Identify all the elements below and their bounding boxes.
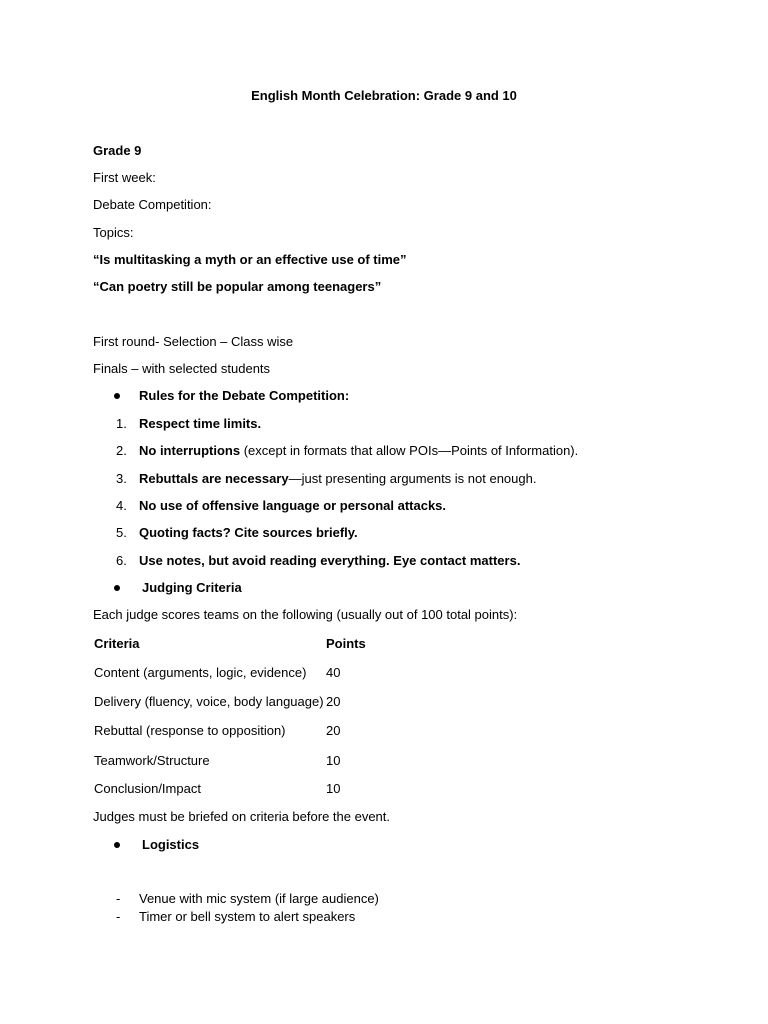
rule-number: 5.	[116, 525, 127, 540]
rule-item: Respect time limits.	[139, 416, 262, 431]
judging-heading: Judging Criteria	[142, 580, 242, 595]
table-cell-criteria: Delivery (fluency, voice, body language)	[94, 694, 324, 709]
rules-heading: Rules for the Debate Competition:	[139, 388, 350, 403]
rule-item: No interruptions (except in formats that allow POIs—Points of Information).	[139, 443, 579, 458]
round-item: Finals – with selected students	[93, 361, 271, 376]
dash-marker: -	[116, 909, 121, 924]
topic-item: “Is multitasking a myth or an effective use of time”	[93, 252, 407, 267]
rule-item: Quoting facts? Cite sources briefly.	[139, 525, 358, 540]
dash-marker: -	[116, 891, 121, 906]
table-cell-points: 20	[326, 723, 341, 738]
judges-note: Judges must be briefed on criteria before the event.	[93, 809, 391, 824]
bullet-icon	[114, 585, 120, 591]
round-item: First round- Selection – Class wise	[93, 334, 294, 349]
table-cell-criteria: Teamwork/Structure	[94, 753, 210, 768]
rule-number: 3.	[116, 471, 127, 486]
table-cell-points: 40	[326, 665, 341, 680]
rule-number: 1.	[116, 416, 127, 431]
table-cell-points: 10	[326, 753, 341, 768]
table-header-criteria: Criteria	[94, 636, 140, 651]
rule-number: 6.	[116, 553, 127, 568]
table-cell-criteria: Rebuttal (response to opposition)	[94, 723, 286, 738]
table-cell-points: 20	[326, 694, 341, 709]
first-week-label: First week:	[93, 170, 156, 185]
logistics-item: Timer or bell system to alert speakers	[139, 909, 356, 924]
grade-heading: Grade 9	[93, 143, 142, 158]
table-cell-criteria: Content (arguments, logic, evidence)	[94, 665, 307, 680]
rule-item: Rebuttals are necessary—just presenting arguments is not enough.	[139, 471, 537, 486]
judging-intro: Each judge scores teams on the following (usually out of 100 total points):	[93, 607, 518, 622]
topic-item: “Can poetry still be popular among teenagers”	[93, 279, 382, 294]
document-title: English Month Celebration: Grade 9 and 10	[251, 88, 517, 103]
rule-number: 2.	[116, 443, 127, 458]
table-header-points: Points	[326, 636, 366, 651]
topics-label: Topics:	[93, 225, 134, 240]
logistics-item: Venue with mic system (if large audience)	[139, 891, 379, 906]
competition-label: Debate Competition:	[93, 197, 212, 212]
rule-item: No use of offensive language or personal attacks.	[139, 498, 447, 513]
rule-number: 4.	[116, 498, 127, 513]
bullet-icon	[114, 393, 120, 399]
bullet-icon	[114, 842, 120, 848]
table-cell-criteria: Conclusion/Impact	[94, 781, 201, 796]
table-cell-points: 10	[326, 781, 341, 796]
rule-item: Use notes, but avoid reading everything. Eye contact matters.	[139, 553, 521, 568]
logistics-heading: Logistics	[142, 837, 200, 852]
